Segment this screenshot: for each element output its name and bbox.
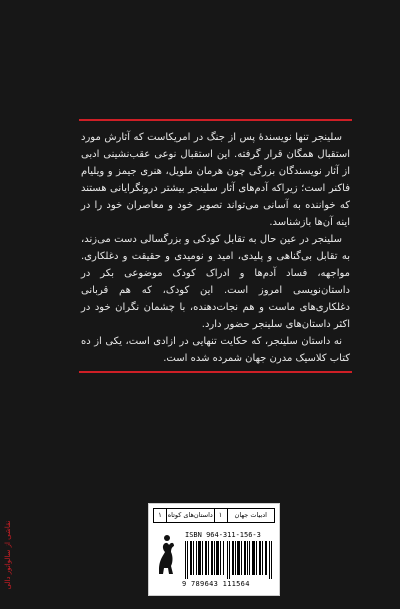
back-cover-blurb (81, 129, 350, 367)
series-bar (153, 508, 275, 523)
top-red-rule (79, 119, 352, 121)
blurb-paragraph-1: سلینجر تنها نویسندهٔ پس از جنگ در امریکاست که آثارش مورد استقبال همگان قرار گرفته. این استقبال نوعی عقب‌نشینی ادبی از آثار نویسندگان بزرگی چون هرمان ملویل، هنری جیمز و ویلیام فاکنر است؛ زیراکه آدم‌های آثار سلینجر بیشتر درونگرایانی هستند که خواننده به آسانی می‌تواند تصویر خود و معاصران خود را در اینه آن‌ها بازشناسد. (81, 132, 350, 228)
subseries-number: ۱ (158, 511, 162, 519)
bottom-red-rule (79, 371, 352, 373)
series-name: ادبیات جهان (227, 509, 275, 522)
horse-rider-logo-icon (155, 530, 177, 578)
series-number: ۱ (214, 509, 227, 522)
cover-art-credit: نقاشی از سالواتور دالی (4, 520, 12, 590)
blurb-paragraph-3: نه داستان سلینجر، که حکایت تنهایی در ازادی است، یکی از ده کتاب کلاسیک مدرن جهان شمرده شده است. (81, 336, 350, 364)
barcode-number: 9 789643 111564 (182, 580, 250, 588)
subseries-name: داستان‌های کوتاه (166, 509, 214, 522)
blurb-paragraph-2: سلینجر در عین حال به تقابل کودکی و بزرگسالی دست می‌زند، به تقابل بی‌گناهی و پلیدی، امید و نومیدی و حقیقت و دغلکاری. مواجهه، فساد آدم‌ها و ادراک کودک موضوعی بکر در داستان‌نویسی امروز است. این کودک، که هم قربانی دغلکاری‌های ماست و هم نجات‌دهنده، با چشمان نگران خود در اکثر داستان‌های سلینجر حضور دارد. (81, 234, 350, 330)
publisher-label-box (148, 503, 280, 596)
isbn-text: ISBN 964-311-156-3 (185, 531, 261, 539)
barcode-icon (185, 541, 273, 579)
